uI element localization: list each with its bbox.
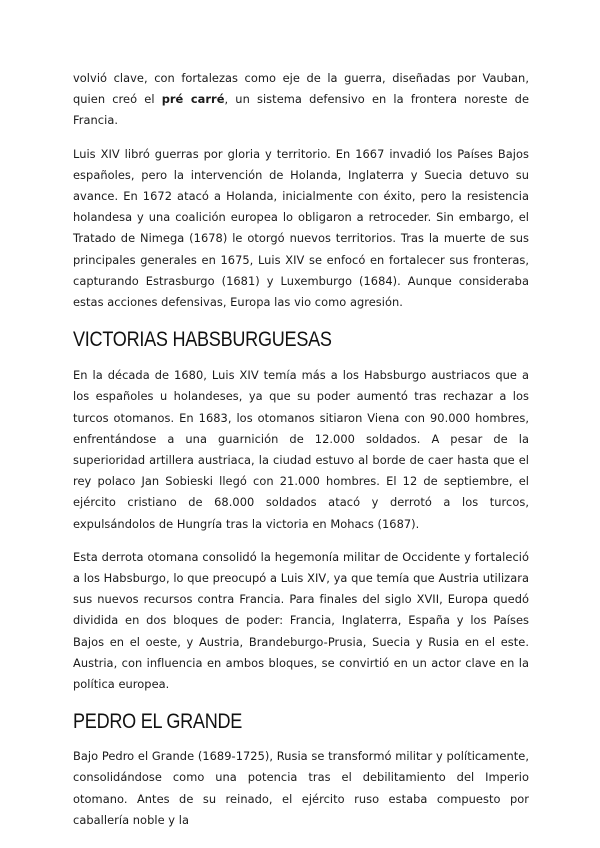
document-page [73, 68, 529, 831]
paragraph-text: , un sistema defensivo en la frontera noreste de Francia. [73, 92, 530, 128]
paragraph-vauban [73, 68, 529, 132]
section-heading-victorias-habsburguesas: VICTORIAS HABSBURGUESAS [73, 328, 332, 352]
paragraph-siege-of-vienna: En la década de 1680, Luis XIV temía más a los Habsburgo austriacos que a los españoles u holandeses, ya que su poder aumentó tras rechazar a los turcos otomanos. En 1683, los otomanos sitiaron Viena con 90.000 hombres, enfrentándose a una guarnición de 12.000 soldados. A pesar de la superioridad artillera austriaca, la ciudad estuvo al borde de caer hasta que el rey polaco Jan Sobieski llegó con 21.000 hombres. El 12 de septiembre, el ejército cristiano de 68.000 soldados atacó y derrotó a los turcos, expulsándolos de Hungría tras la victoria en Mohacs (1687). [73, 368, 529, 531]
paragraph-text: volvió clave, con fortalezas como eje de la guerra, diseñadas por Vauban, quien creó el [73, 71, 529, 107]
paragraph-pedro-el-grande: Bajo Pedro el Grande (1689-1725), Rusia se transformó militar y políticamente, consolidándose como una potencia tras el debilitamiento del Imperio otomano. Antes de su reinado, el ejército ruso estaba compuesto por caballería noble y la [73, 749, 529, 827]
bold-term-pre-carre: pré carré [161, 92, 225, 107]
paragraph-luis-xiv-wars: Luis XIV libró guerras por gloria y territorio. En 1667 invadió los Países Bajos españoles, pero la intervención de Holanda, Inglaterra y Suecia detuvo su avance. En 1672 atacó a Holanda, inicialmente con éxito, pero la resistencia holandesa y una coalición europea lo obligaron a retroceder. Sin embargo, el Tratado de Nimega (1678) le otorgó nuevos territorios. Tras la muerte de sus principales generales en 1675, Luis XIV se enfocó en fortalecer sus fronteras, capturando Estrasburgo (1681) y Luxemburgo (1684). Aunque consideraba estas acciones defensivas, Europa las vio como agresión. [73, 146, 529, 310]
paragraph-power-blocs: Esta derrota otomana consolidó la hegemonía militar de Occidente y fortaleció a los Habsburgo, lo que preocupó a Luis XIV, ya que temía que Austria utilizara sus nuevos recursos contra Francia. Para finales del siglo XVII, Europa quedó dividida en dos bloques de poder: Francia, Inglaterra, España y los Países Bajos en el oeste, y Austria, Brandeburgo-Prusia, Suecia y Rusia en el este. Austria, con influencia en ambos bloques, se convirtió en un actor clave en la política europea. [73, 549, 529, 692]
section-heading-pedro-el-grande: PEDRO EL GRANDE [73, 710, 243, 734]
